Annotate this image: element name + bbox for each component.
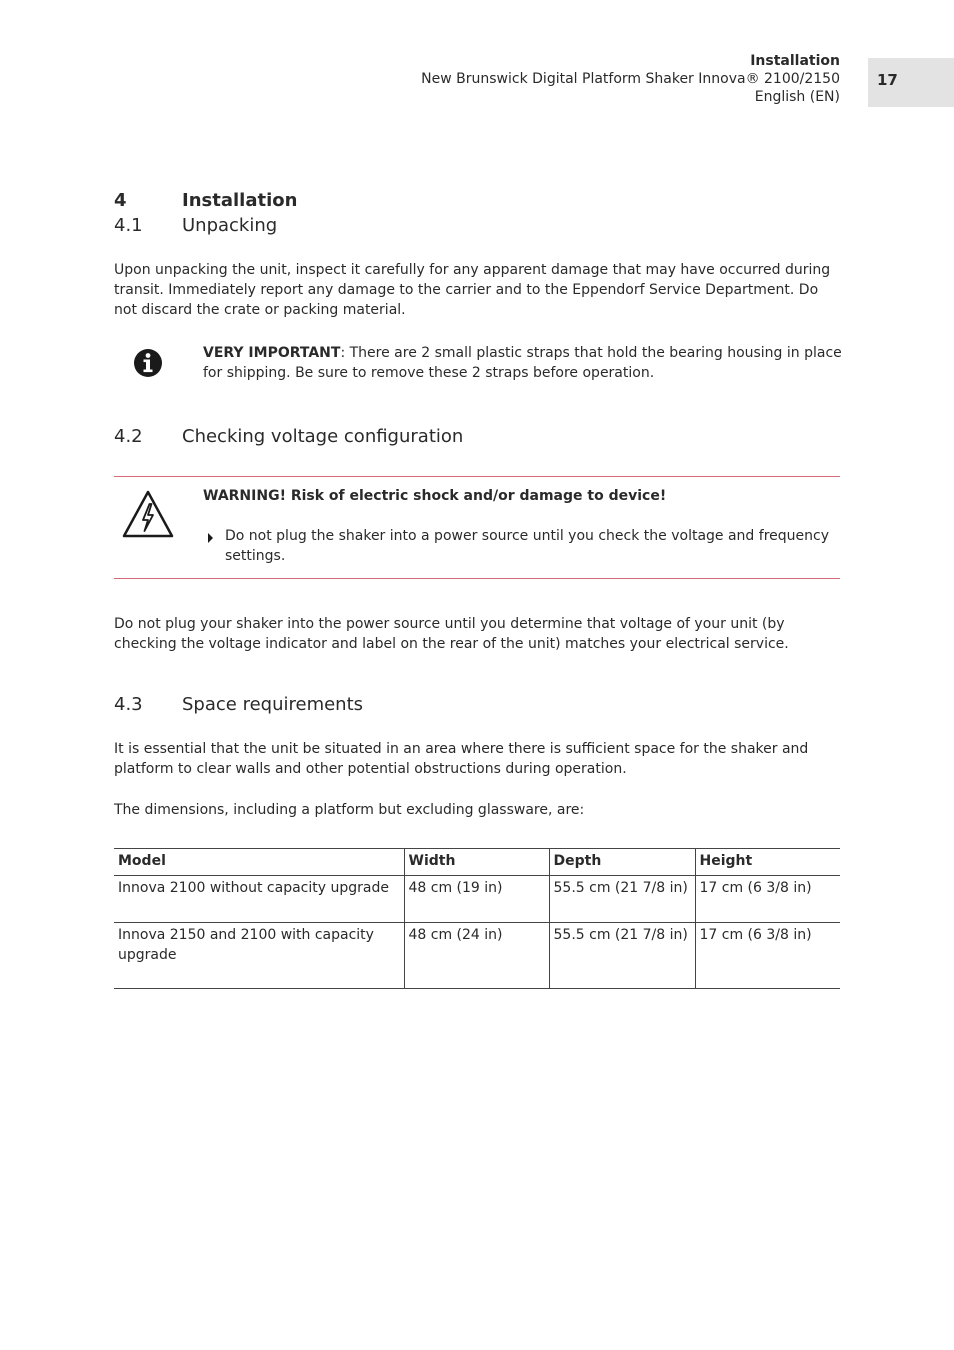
table-cell: 55.5 cm (21 7/8 in) [549, 923, 695, 989]
header-language: English (EN) [754, 89, 840, 105]
space-paragraph: It is essential that the unit be situated in an area where there is sufficient space for the shaker and platform to clear walls and other potential obstructions during operation. [114, 741, 809, 777]
warning-list-item: Do not plug the shaker into a power source until you check the voltage and frequency settings. [225, 528, 829, 564]
dimensions-intro: The dimensions, including a platform but excluding glassware, are: [114, 802, 585, 818]
warning-title: WARNING! Risk of electric shock and/or damage to device! [203, 488, 667, 504]
page-number: 17 [868, 58, 954, 107]
table-cell: 17 cm (6 3/8 in) [695, 923, 840, 989]
warning-bottom-rule [114, 578, 840, 579]
important-note [203, 343, 843, 383]
table-cell: 48 cm (24 in) [404, 923, 549, 989]
section-title: Checking voltage configuration [182, 426, 464, 447]
table-cell: 48 cm (19 in) [404, 876, 549, 923]
warning-top-rule [114, 476, 840, 477]
important-note-text: : There are 2 small plastic straps that hold the bearing housing in place for shipping. Be sure to remove these 2 straps before operation. [203, 345, 842, 381]
column-header: Width [404, 849, 549, 876]
table-cell: Innova 2150 and 2100 with capacity upgrade [114, 923, 404, 989]
header-section-title: Installation [750, 53, 840, 69]
chapter-title: Installation [182, 190, 298, 211]
section-number: 4.2 [114, 426, 143, 447]
voltage-paragraph: Do not plug your shaker into the power source until you determine that voltage of your unit (by checking the voltage indicator and label on the rear of the unit) matches your electrical service. [114, 616, 789, 652]
table-cell: 55.5 cm (21 7/8 in) [549, 876, 695, 923]
table-cell: Innova 2100 without capacity upgrade [114, 876, 404, 923]
table-row [114, 923, 840, 989]
section-title: Unpacking [182, 215, 278, 236]
column-header: Height [695, 849, 840, 876]
important-note-label: VERY IMPORTANT [203, 345, 341, 361]
unpacking-paragraph: Upon unpacking the unit, inspect it carefully for any apparent damage that may have occurred during transit. Immediately report any damage to the carrier and to the Eppendorf Service Department. Do not discard the crate or packing material. [114, 262, 831, 318]
section-number: 4.1 [114, 215, 143, 236]
bullet-arrow-icon [207, 531, 215, 547]
info-icon [133, 348, 163, 378]
table-cell: 17 cm (6 3/8 in) [695, 876, 840, 923]
section-title: Space requirements [182, 694, 364, 715]
electric-shock-warning-icon [121, 489, 175, 539]
header-document-title: New Brunswick Digital Platform Shaker Innova® 2100/2150 [421, 71, 840, 87]
dimensions-table [114, 848, 840, 989]
column-header: Model [114, 849, 404, 876]
section-number: 4.3 [114, 694, 143, 715]
table-header-row [114, 849, 840, 876]
chapter-number: 4 [114, 190, 127, 211]
column-header: Depth [549, 849, 695, 876]
table-row [114, 876, 840, 923]
